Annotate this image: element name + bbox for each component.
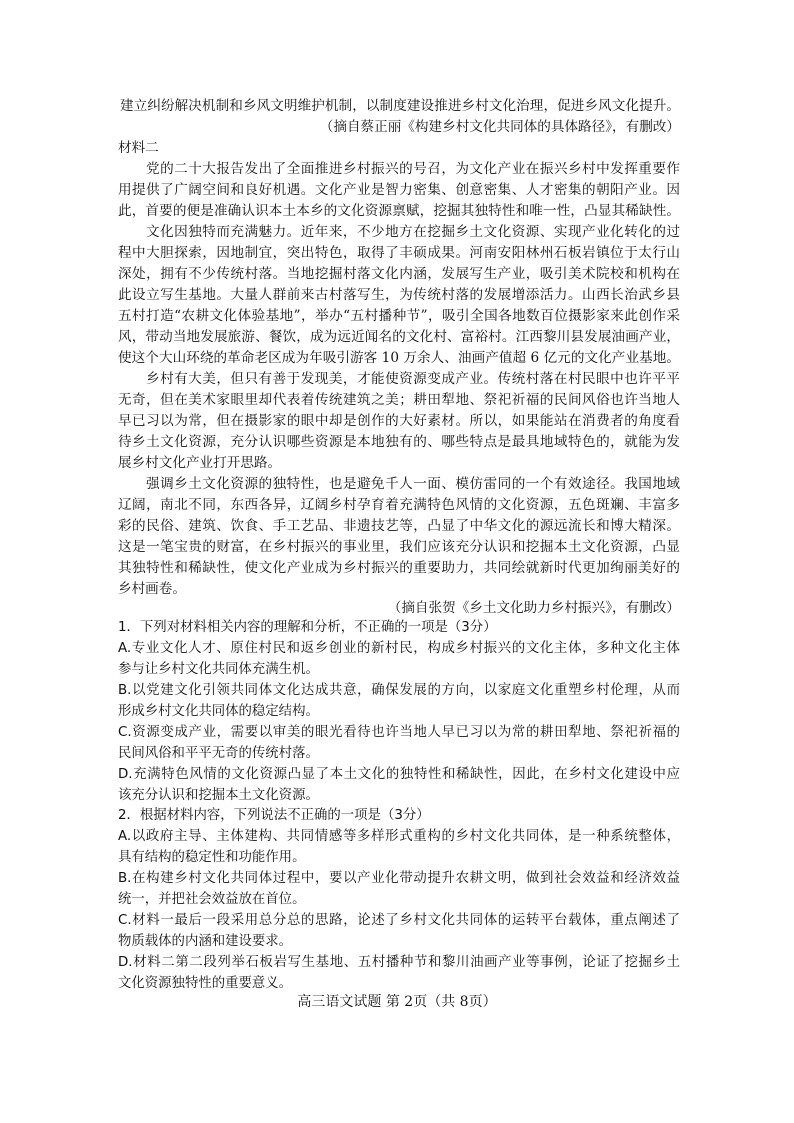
question-2-option-b: B.在构建乡村文化共同体过程中，要以产业化带动提升农耕文明，做到社会效益和经济效益 xyxy=(118,871,680,886)
paragraph-line: 深处，拥有不少传统村落。当地挖掘村落文化内涵，发展写生产业，吸引美术院校和机构在 xyxy=(118,266,680,282)
paragraph-line: 程中大胆探索，因地制宜，突出特色，取得了丰硕成果。河南安阳林州石板岩镇位于太行山 xyxy=(118,245,680,261)
paragraph-line: 待乡土文化资源，充分认识哪些资源是本地独有的、哪些特点是最具地域特色的，就能为发 xyxy=(118,434,680,450)
paragraph-line: 此，首要的便是准确认识本土本乡的文化资源禀赋，挖掘其独特性和唯一性，凸显其稀缺性。 xyxy=(118,203,680,219)
question-2-option-a: A.以政府主导、主体建构、共同情感等多样形式重构的乡村文化共同体，是一种系统整体， xyxy=(118,829,680,844)
page-footer: 高三语文试题 第 2页（共 8页） xyxy=(297,994,497,1010)
paragraph-line: 此设立写生基地。大量人群前来古村落写生，为传统村落的发展增添活力。山西长治武乡县 xyxy=(118,287,680,303)
paragraph-line: 党的二十大报告发出了全面推进乡村振兴的号召，为文化产业在振兴乡村中发挥重要作 xyxy=(146,161,680,177)
question-2-stem: 2．根据材料内容，下列说法不正确的一项是（3分） xyxy=(118,808,430,823)
question-1-option-c-cont: 民间风俗和平平无奇的传统村落。 xyxy=(118,746,319,761)
paragraph-line: 用提供了广阔空间和良好机遇。文化产业是智力密集、创意密集、人才密集的朝阳产业。因 xyxy=(118,182,680,198)
question-1-option-a-cont: 参与让乡村文化共同体充满生机。 xyxy=(118,662,319,677)
material1-source: （摘自蔡正丽《构建乡村文化共同体的具体路径》，有删改） xyxy=(319,119,680,135)
material1-last-line: 建立纠纷解决机制和乡风文明维护机制，以制度建设推进乡村文化治理，促进乡风文化提升。 xyxy=(120,98,680,114)
question-1-option-d: D.充满特色风情的文化资源凸显了本土文化的独特性和稀缺性，因此，在乡村文化建设中应 xyxy=(118,767,680,782)
paragraph-line: 乡村画卷。 xyxy=(118,581,186,597)
question-2-option-c: C.材料一最后一段采用总分总的思路，论述了乡村文化共同体的运转平台载体，重点阐述了 xyxy=(118,913,680,928)
paragraph-line: 无奇，但在美术家眼里却代表着传统建筑之美；耕田犁地、祭祀祈福的民间风俗也许当地人 xyxy=(118,392,680,408)
question-1-option-d-cont: 该充分认识和挖掘本土文化资源。 xyxy=(118,788,319,803)
question-1-option-a: A.专业文化人才、原住村民和返乡创业的新村民，构成乡村振兴的文化主体，多种文化主体 xyxy=(118,641,680,656)
material2-heading: 材料二 xyxy=(118,140,159,156)
question-2-option-b-cont: 统一，并把社会效益放在首位。 xyxy=(118,892,306,907)
question-1-stem: 1．下列对材料相关内容的理解和分析，不正确的一项是（3分） xyxy=(118,620,497,635)
question-2-option-d-cont: 文化资源独特性的重要意义。 xyxy=(118,976,293,991)
paragraph-line: 彩的民俗、建筑、饮食、手工艺品、非遗技艺等，凸显了中华文化的源远流长和博大精深。 xyxy=(118,518,680,534)
question-2-option-d: D.材料二第二段列举石板岩写生基地、五村播种节和黎川油画产业等事例，论证了挖掘乡土 xyxy=(118,955,680,970)
paragraph-line: 早已习以为常，但在摄影家的眼中却是创作的大好素材。所以，如果能站在消费者的角度看 xyxy=(118,413,680,429)
paragraph-line: 这是一笔宝贵的财富，在乡村振兴的事业里，我们应该充分认识和挖掘本土文化资源，凸显 xyxy=(118,539,680,555)
question-1-option-b: B.以党建文化引领共同体文化达成共意，确保发展的方向，以家庭文化重塑乡村伦理，从而 xyxy=(118,683,680,698)
paragraph-line: 文化因独特而充满魅力。近年来，不少地方在挖掘乡土文化资源、实现产业化转化的过 xyxy=(146,224,680,240)
paragraph-line: 其独特性和稀缺性，使文化产业成为乡村振兴的重要助力，共同绘就新时代更加绚丽美好的 xyxy=(118,560,680,576)
paragraph-line: 展乡村文化产业打开思路。 xyxy=(118,455,282,471)
question-2-option-c-cont: 物质载体的内涵和建设要求。 xyxy=(118,934,293,949)
paragraph-line: 使这个大山环绕的革命老区成为年吸引游客 10 万余人、油画产值超 6 亿元的文化产业基地。 xyxy=(118,350,680,366)
question-1-option-b-cont: 形成乡村文化共同体的稳定结构。 xyxy=(118,704,319,719)
paragraph-line: 强调乡土文化资源的独特性，也是避免千人一面、模仿雷同的一个有效途径。我国地域 xyxy=(146,476,680,492)
material2-source: （摘自张贺《乡土文化助力乡村振兴》，有删改） xyxy=(387,600,680,616)
paragraph-line: 乡村有大美，但只有善于发现美，才能使资源变成产业。传统村落在村民眼中也许平平 xyxy=(146,371,680,387)
paragraph-line: 辽阔，南北不同，东西各异，辽阔乡村孕育着充满特色风情的文化资源，五色斑斓、丰富多 xyxy=(118,497,680,513)
paragraph-line: 风，带动当地发展旅游、餐饮，成为远近闻名的文化村、富裕村。江西黎川县发展油画产业， xyxy=(118,329,680,345)
question-1-option-c: C.资源变成产业，需要以审美的眼光看待也许当地人早已习以为常的耕田犁地、祭祀祈福的 xyxy=(118,725,680,740)
question-2-option-a-cont: 具有结构的稳定性和功能作用。 xyxy=(118,850,306,865)
paragraph-line: 五村打造“农耕文化体验基地”，举办“五村播种节”，吸引全国各地数百位摄影家来此创作采 xyxy=(118,308,680,324)
